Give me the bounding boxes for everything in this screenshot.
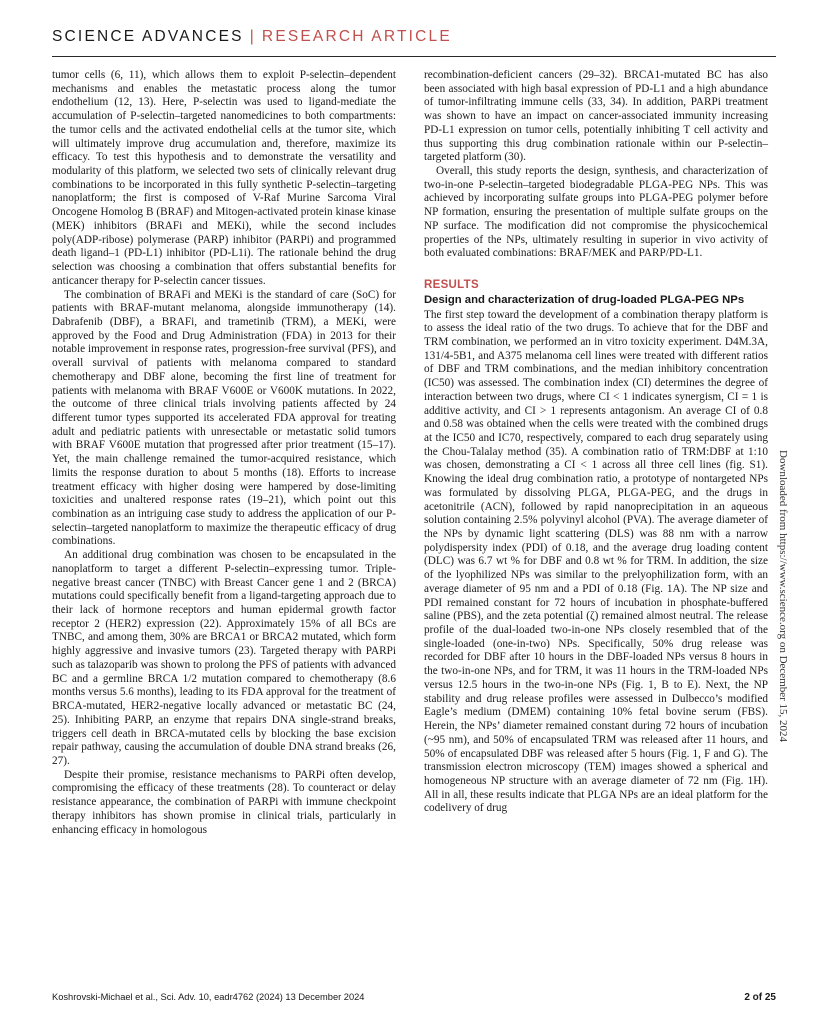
page-footer	[52, 992, 776, 1003]
paragraph: The first step toward the development of a combination therapy platform is to assess the ideal ratio of the two drugs. To achieve that for the DBF and TRM combination, we performed an in vitro toxicity experiment. D4M.3A, 131/4-5B1, and A375 melanoma cell lines were treated with different ratios of DBF and TRM combinations, and the median inhibitory concentration (IC50) was assessed. The combination index (CI) determines the degree of interaction between two drugs, where CI < 1 indicates synergism, CI = 1 is additive activity, and CI > 1 represents antagonism. An average CI of 0.8 and 0.58 was obtained when the cells were treated with the combined drugs at the IC50 and IC70, respectively, compared to each drug separately using the Chou-Talalay method (35). A combination ratio of TRM:DBF at 1:10 was chosen, demonstrating a CI < 1 across all three cell lines (fig. S1). Knowing the ideal drug combination ratio, a prototype of nontargeted NPs was formulated by dissolving PLGA, PLGA-PEG, and the drugs in acetonitrile (ACN), followed by rapid nanoprecipitation in an aqueous solution containing 2.5% polyvinyl alcohol (PVA). The average diameter of the NPs by dynamic light scattering (DLS) was 88 nm with a narrow polydispersity index (PDI) of 0.18, and the average drug loading content (DLC) was 6.7 wt % for DBF and 0.8 wt % for TRM. In addition, the size of the lyophilized NPs was similar to the prelyophilization form, with an average diameter of 95 nm and a PDI of 0.18 (Fig. 1A). The NP size and PDI remained constant for 72 hours of incubation in phosphate-buffered saline (PBS), and the zeta potential (ζ) remained almost neutral. The release profile of the dual-loaded two-in-one NPs closely resembled that of the single-loaded (one-in-two) NPs. Specifically, 50% drug release was recorded for DBF after 10 hours in the DBF-loaded NPs versus 8 hours in the two-in-one NPs, and for TRM, it was 11 hours in the TRM-loaded NPs versus 12.5 hours in the two-in-one NPs (Fig. 1, B to E). Next, the NP stability and drug release profiles were assessed in Dulbecco’s modified Eagle’s medium (DMEM) containing 10% fetal bovine serum (FBS). Herein, the NPs’ diameter remained constant during 72 hours of incubation (~95 nm), and 50% of encapsulated TRM was released after 11 hours, and 50% of encapsulated DBF was released after 5 hours (Fig. 1, F and G). The transmission electron microscopy (TEM) images showed a spherical and homogeneous NP structure with an average diameter of 72 nm (Fig. 1H). All in all, these results indicate that PLGA NPs are an ideal platform for the codelivery of drug	[424, 308, 768, 815]
paragraph: tumor cells (6, 11), which allows them to exploit P-selectin–dependent mechanisms and enables the metastatic process along the tumor endothelium (12, 13). Here, P-selectin was used to ligand-mediate the accumulation of P-selectin–targeted nanomedicines to both compartments: the tumor cells and the activated endothelial cells at the tumor site, which will ultimately improve drug accumulation and, therefore, maximize its efficacy. To test this hypothesis and to demonstrate the versatility and modularity of this platform, we selected two sets of clinically relevant drug combinations to be incorporated in this fully synthetic P-selectin–targeting nanoplatform; the first is composed of V-Raf Murine Sarcoma Viral Oncogene Homolog B (BRAF) and Mitogen-activated protein kinase kinase (MEK) inhibitors (BRAFi and MEKi), while the second includes poly(ADP-ribose) polymerase (PARP) inhibitor (PARPi) and programmed death ligand–1 (PD-L1) inhibitor (PD-L1i). The rationale behind the drug selection was choosing a combination that offers substantial benefits for anticancer therapy for P-selectin cancer tissues.	[52, 69, 396, 287]
header-separator: |	[249, 28, 256, 45]
page-number: 2 of 25	[744, 992, 776, 1003]
left-column	[52, 69, 396, 837]
citation: Koshrovski-Michael et al., Sci. Adv. 10, eadr4762 (2024) 13 December 2024	[52, 992, 365, 1002]
paragraph: recombination-deficient cancers (29–32). BRCA1-mutated BC has also been associated with high basal expression of PD-L1 and a high abundance of tumor-infiltrating immune cells (33, 34). In addition, PARPi treatment was shown to have an impact on cancer-associated immunity increasing PD-L1 expression on tumor cells, potentially inhibiting T cell activity and thus supporting this drug combination rationale within our P-selectin–targeted platform (30).	[424, 69, 768, 164]
journal-header	[52, 28, 452, 46]
journal-name: SCIENCE ADVANCES	[52, 28, 244, 45]
paragraph: An additional drug combination was chosen to be encapsulated in the nanoplatform to target a different P-selectin–expressing tumor. Triple-negative breast cancer (TNBC) with Breast Cancer gene 1 and 2 (BRCA) mutations could specifically benefit from a ligand-targeting approach due to their lack of hormone receptors and human epidermal growth factor receptor 2 (HER2) expression (22). Approximately 15% of all BCs are TNBC, and among them, 30% are BRCA1 or BRCA2 mutated, which form highly aggressive and invasive tumors (23). Targeted therapy with PARPi such as talazoparib was shown to prolong the PFS of patients with advanced BC and a germline BRCA 1/2 mutation compared to chemotherapy (8.6 months versus 5.6 months), leading to its FDA approval for the treatment of BRCA-mutated, HER2-negative locally advanced or metastatic BC (24, 25). Inhibiting PARP, an enzyme that repairs DNA single-strand breaks, triggers cell death in BRCA-mutated cells by blocking the base excision repair pathway, causing the accumulation of double DNA strand breaks (26, 27).	[52, 549, 396, 767]
paragraph: The combination of BRAFi and MEKi is the standard of care (SoC) for patients with BRAF-mutant melanoma, alongside immunotherapy (14). Dabrafenib (DBF), a BRAFi, and trametinib (TRM), a MEKi, were approved by the Food and Drug Administration (FDA) in 2013 for their notable improvement in response rates, progression-free survival (PFS), and overall survival of patients with melanoma compared to standard chemotherapy and DBF alone, becoming the first line of treatment for patients with melanoma with BRAF V600E or V600K mutations. In 2022, the outcome of three clinical trials involving patients affected by 24 different tumor types supported its accelerated FDA approval for treating adult and pediatric patients with unresectable or metastatic solid tumors with BRAF V600E mutation that progressed after prior treatment (15–17). Yet, the main challenge remained the tumor-acquired resistance, which limits the response duration to about 5 months (18). Efforts to increase treatment efficacy with higher dosing were hampered by dose-limiting toxicities and unaltered response rates (19–21), which point out this combination as an intriguing case study to address the application of our P-selectin–targeted nanoplatform to maximize the therapeutic efficacy of drug combinations.	[52, 288, 396, 548]
paragraph: Despite their promise, resistance mechanisms to PARPi often develop, compromising the efficacy of these treatments (28). To counteract or delay resistance appearance, the combination of PARPi with immune checkpoint therapy inhibitors has shown promise in clinical trials, particularly in enhancing efficacy in homologous	[52, 768, 396, 836]
subsection-heading: Design and characterization of drug-loaded PLGA-PEG NPs	[424, 293, 745, 306]
article-type: RESEARCH ARTICLE	[261, 28, 452, 45]
header-rule	[52, 56, 776, 57]
download-note: Downloaded from https://www.science.org on December 15, 2024	[777, 450, 789, 743]
right-column	[424, 69, 768, 816]
paragraph: Overall, this study reports the design, synthesis, and characterization of two-in-one P-selectin–targeted biodegradable PLGA-PEG NPs. This was achieved by incorporating sulfate groups into PLGA-PEG polymer before NP formation, ensuring the presentation of multiple sulfate groups on the NP surface. The modification did not compromise the physicochemical properties of the NPs, ultimately resulting in superior in vivo activity of both evaluated combinations: BRAF/MEK and PARP/PD-L1.	[424, 165, 768, 260]
section-heading: RESULTS	[424, 279, 479, 292]
